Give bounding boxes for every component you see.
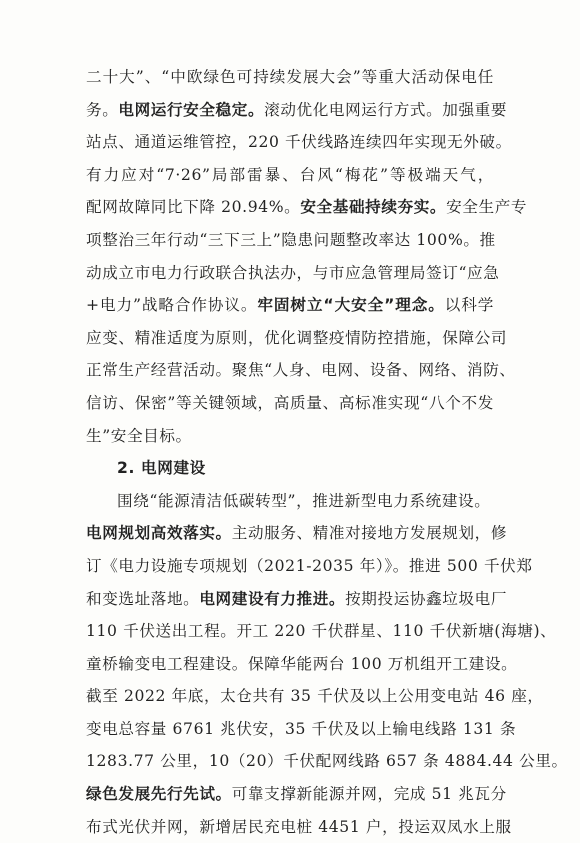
text-line: [86, 224, 494, 257]
text-line: [86, 94, 508, 127]
text-segment: 动成立市电力行政联合执法办，与市应急管理局签订“应急: [86, 263, 500, 282]
text-line: [86, 615, 557, 648]
section-heading: [86, 452, 494, 485]
text-line: [86, 778, 507, 811]
text-segment: 站点、通道运维管控，220 千伏线路连续四年实现无外破。: [86, 133, 512, 152]
text-line: [86, 126, 512, 159]
text-segment: 配网故障同比下降 20.94%。: [86, 198, 301, 217]
bold-phrase: 2. 电网建设: [117, 459, 206, 478]
text-segment: 变电总容量 6761 兆伏安，35 千伏及以上输电线路 131 条: [86, 719, 517, 738]
text-line: [86, 583, 508, 616]
bold-phrase: 电网规划高效落实。: [86, 524, 232, 543]
bold-phrase: 电网建设有力推进。: [199, 589, 346, 608]
text-line: [86, 550, 533, 583]
text-segment: 童桥输变电工程建设。保障华能两台 100 万机组开工建设。: [86, 654, 518, 673]
text-line: [86, 289, 494, 322]
text-line: [86, 648, 518, 681]
text-segment: 可靠支撑新能源并网，完成 51 兆瓦分: [231, 785, 507, 804]
text-segment: 主动服务、精准对接地方发展规划，修: [231, 524, 508, 543]
text-segment: 安全生产专: [446, 198, 528, 217]
text-segment: 正常生产经营活动。聚焦“人身、电网、设备、网络、消防、: [86, 361, 516, 380]
text-line: [86, 191, 528, 224]
text-segment: 110 千伏送出工程。开工 220 千伏群星、110 千伏新塘(海塘)、: [86, 622, 557, 641]
text-segment: 1283.77 公里，10（20）千伏配网线路 657 条 4884.44 公里。: [86, 752, 568, 771]
text-line: [86, 354, 516, 387]
text-segment: 应变、精准适度为原则，优化调整疫情防控措施，保障公司: [86, 328, 508, 347]
text-line: [86, 257, 500, 290]
text-segment: 生”安全目标。: [86, 426, 192, 445]
text-line: [86, 680, 544, 713]
text-segment: 围绕“能源清洁低碳转型”，推进新型电力系统建设。: [117, 491, 491, 510]
text-segment: 项整治三年行动“三下三上”隐患问题整改率达 100%。推: [86, 230, 496, 249]
text-line: [86, 517, 508, 550]
text-line: [86, 745, 568, 778]
text-segment: 布式光伏并网，新增居民充电桩 4451 户，投运双凤水上服: [86, 817, 512, 836]
text-segment: 信访、保密”等关键领域，高质量、高标准实现“八个不发: [86, 393, 494, 412]
text-segment: 截至 2022 年底，太仓共有 35 千伏及以上公用变电站 46 座，: [86, 687, 544, 706]
text-line: [86, 485, 494, 518]
text-segment: 二十大”、“中欧绿色可持续发展大会”等重大活动保电任: [86, 68, 494, 86]
text-segment: 有力应对“7·26”局部雷暴、台风“梅花”等极端天气，: [86, 165, 494, 184]
text-segment: 和变选址落地。: [86, 589, 200, 608]
text-segment: 订《电力设施专项规划（2021-2035 年）》。推进 500 千伏郑: [86, 556, 533, 575]
text-segment: +电力”战略合作协议。: [86, 296, 258, 315]
text-segment: 务。: [86, 100, 119, 119]
bold-phrase: 牢固树立“大安全”理念。: [257, 296, 445, 315]
text-line: [86, 159, 494, 192]
text-line: [86, 322, 508, 355]
bold-phrase: 绿色发展先行先试。: [86, 785, 232, 804]
text-line: [86, 61, 494, 94]
text-line: [86, 420, 494, 453]
text-line: [86, 387, 494, 420]
text-line: [86, 713, 517, 746]
text-segment: 按期投运协鑫垃圾电厂: [345, 589, 508, 608]
text-line: [86, 811, 512, 843]
bold-phrase: 电网运行安全稳定。: [118, 100, 265, 119]
text-segment: 以科学: [444, 296, 494, 315]
text-segment: 滚动优化电网运行方式。加强重要: [264, 100, 508, 119]
bold-phrase: 安全基础持续夯实。: [300, 198, 447, 217]
